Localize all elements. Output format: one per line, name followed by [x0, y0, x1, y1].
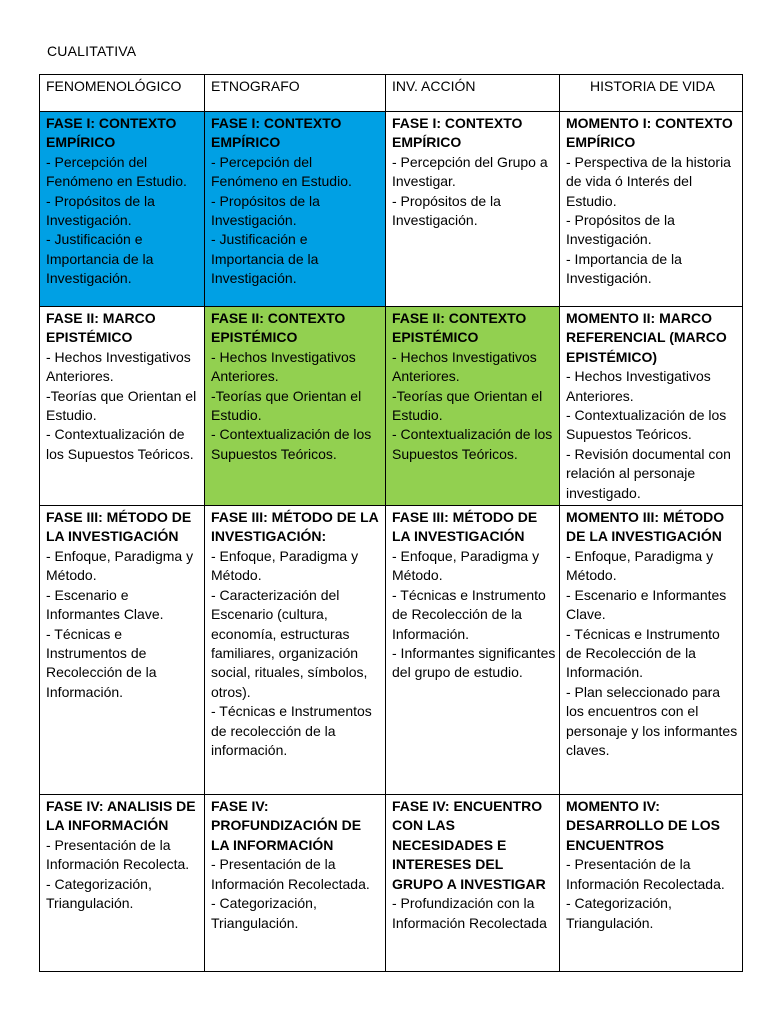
cell-list-item: - Enfoque, Paradigma y Método.: [211, 547, 359, 584]
cell-list-item: - Propósitos de la Investigación.: [211, 192, 320, 229]
cell-list-item: - Importancia de la Investigación.: [566, 250, 682, 287]
cell-title: FASE II: CONTEXTO EPISTÉMICO: [211, 310, 346, 346]
cell-historia-de-vida: [560, 112, 743, 307]
cell-list-item: - Contextualización de los Supuestos Teóricos.: [46, 426, 194, 462]
cell-list-item: - Revisión documental con relación al personaje investigado.: [566, 445, 731, 501]
cell-title: MOMENTO II: MARCO REFERENCIAL (MARCO EPISTÉMICO): [566, 310, 727, 365]
cell-list-item: -Teorías que Orientan el Estudio.: [46, 387, 197, 424]
cell-list-item: - Categorización, Triangulación.: [566, 895, 672, 931]
cell-list-item: - Técnicas e Instrumentos de recolección de la información.: [211, 703, 372, 758]
cell-etnografo: [205, 506, 386, 795]
column-header-etnografo: ETNOGRAFO: [205, 75, 386, 112]
cell-inv-accion: [386, 112, 560, 307]
cell-title: FASE III: MÉTODO DE LA INVESTIGACIÓN: [46, 509, 192, 545]
cell-list-item: - Profundización con la Información Recolectada: [392, 895, 547, 931]
cell-list-item: - Hechos Investigativos Anteriores.: [211, 348, 356, 385]
cell-list-item: - Hechos Investigativos Anteriores.: [46, 348, 191, 385]
table-row: [40, 112, 743, 307]
table-row: [40, 795, 743, 972]
cell-etnografo: [205, 795, 386, 972]
cell-title: FASE I: CONTEXTO EMPÍRICO: [392, 115, 523, 151]
cell-list-item: - Categorización, Triangulación.: [46, 875, 152, 912]
cell-inv-accion: [386, 307, 560, 506]
cell-list-item: - Enfoque, Paradigma y Método.: [392, 547, 540, 584]
column-header-historia-de-vida: HISTORIA DE VIDA: [560, 75, 743, 112]
table-body: [40, 112, 743, 972]
cell-list-item: - Caracterización del Escenario (cultura, economía, estructuras familiares, organización social, rituales, símbolos, otros).: [211, 586, 368, 700]
cell-list-item: - Técnicas e Instrumentos de Recolección de la Información.: [46, 625, 157, 700]
header-row: [40, 75, 743, 112]
column-header-fenomenologico: FENOMENOLÓGICO: [40, 75, 205, 112]
cell-etnografo: [205, 307, 386, 506]
cell-title: FASE III: MÉTODO DE LA INVESTIGACIÓN:: [211, 509, 379, 545]
cell-title: FASE II: MARCO EPISTÉMICO: [46, 310, 156, 346]
cell-title: FASE II: CONTEXTO EPISTÉMICO: [392, 310, 527, 346]
cell-fenomenologico: [40, 506, 205, 795]
cell-fenomenologico: [40, 307, 205, 506]
cell-title: FASE I: CONTEXTO EMPÍRICO: [211, 115, 342, 151]
cell-list-item: - Informantes significantes del grupo de estudio.: [392, 644, 556, 681]
cell-list-item: - Enfoque, Paradigma y Método.: [566, 547, 714, 584]
column-header-inv-accion: INV. ACCIÓN: [386, 75, 560, 112]
cell-title: FASE IV: ENCUENTRO CON LAS NECESIDADES E INTERESES DEL GRUPO A INVESTIGAR: [392, 798, 546, 892]
cell-list-item: - Presentación de la Información Recolecta.: [46, 836, 190, 873]
cell-list-item: - Presentación de la Información Recolectada.: [211, 856, 370, 892]
cell-list-item: - Técnicas e Instrumento de Recolección de la Información.: [566, 625, 720, 681]
cell-title: MOMENTO I: CONTEXTO EMPÍRICO: [566, 115, 733, 151]
cell-list-item: - Contextualización de los Supuestos Teóricos.: [392, 426, 553, 462]
cell-historia-de-vida: [560, 307, 743, 506]
cell-list-item: - Técnicas e Instrumento de Recolección de la Información.: [392, 586, 546, 642]
cell-list-item: - Hechos Investigativos Anteriores.: [392, 348, 537, 385]
cell-list-item: - Justificación e Importancia de la Investigación.: [46, 231, 154, 287]
cell-historia-de-vida: [560, 506, 743, 795]
cell-list-item: -Teorías que Orientan el Estudio.: [392, 387, 543, 424]
cell-list-item: - Plan seleccionado para los encuentros con el personaje y los informantes claves.: [566, 683, 738, 758]
cell-list-item: - Propósitos de la Investigación.: [392, 192, 501, 229]
cell-list-item: - Perspectiva de la historia de vida ó Interés del Estudio.: [566, 153, 731, 209]
cell-title: MOMENTO IV: DESARROLLO DE LOS ENCUENTROS: [566, 798, 721, 853]
cell-list-item: - Propósitos de la Investigación.: [46, 192, 155, 229]
cell-list-item: - Escenario e Informantes Clave.: [566, 586, 727, 623]
cell-list-item: -Teorías que Orientan el Estudio.: [211, 387, 362, 424]
cell-list-item: - Categorización, Triangulación.: [211, 895, 317, 931]
cell-list-item: - Contextualización de los Supuestos Teóricos.: [566, 407, 727, 443]
cell-list-item: - Contextualización de los Supuestos Teóricos.: [211, 426, 372, 462]
cell-list-item: - Percepción del Grupo a Investigar.: [392, 153, 548, 190]
cell-title: FASE I: CONTEXTO EMPÍRICO: [46, 115, 177, 151]
cell-title: MOMENTO III: MÉTODO DE LA INVESTIGACIÓN: [566, 509, 725, 545]
cell-list-item: - Percepción del Fenómeno en Estudio.: [211, 153, 352, 190]
cell-title: FASE IV: PROFUNDIZACIÓN DE LA INFORMACIÓN: [211, 798, 362, 853]
cell-list-item: - Hechos Investigativos Anteriores.: [566, 368, 711, 404]
cell-fenomenologico: [40, 795, 205, 972]
comparison-table: [39, 74, 743, 972]
cell-etnografo: [205, 112, 386, 307]
cell-title: FASE III: MÉTODO DE LA INVESTIGACIÓN: [392, 509, 538, 545]
cell-title: FASE IV: ANALISIS DE LA INFORMACIÓN: [46, 798, 196, 834]
table-row: [40, 307, 743, 506]
cell-list-item: - Presentación de la Información Recolectada.: [566, 856, 725, 892]
cell-list-item: - Justificación e Importancia de la Investigación.: [211, 231, 319, 287]
cell-inv-accion: [386, 795, 560, 972]
table-row: [40, 506, 743, 795]
document-title: CUALITATIVA: [47, 43, 137, 59]
cell-historia-de-vida: [560, 795, 743, 972]
cell-list-item: - Enfoque, Paradigma y Método.: [46, 547, 194, 584]
cell-list-item: - Percepción del Fenómeno en Estudio.: [46, 153, 187, 190]
cell-list-item: - Escenario e Informantes Clave.: [46, 586, 164, 623]
cell-fenomenologico: [40, 112, 205, 307]
cell-inv-accion: [386, 506, 560, 795]
cell-list-item: - Propósitos de la Investigación.: [566, 212, 675, 248]
